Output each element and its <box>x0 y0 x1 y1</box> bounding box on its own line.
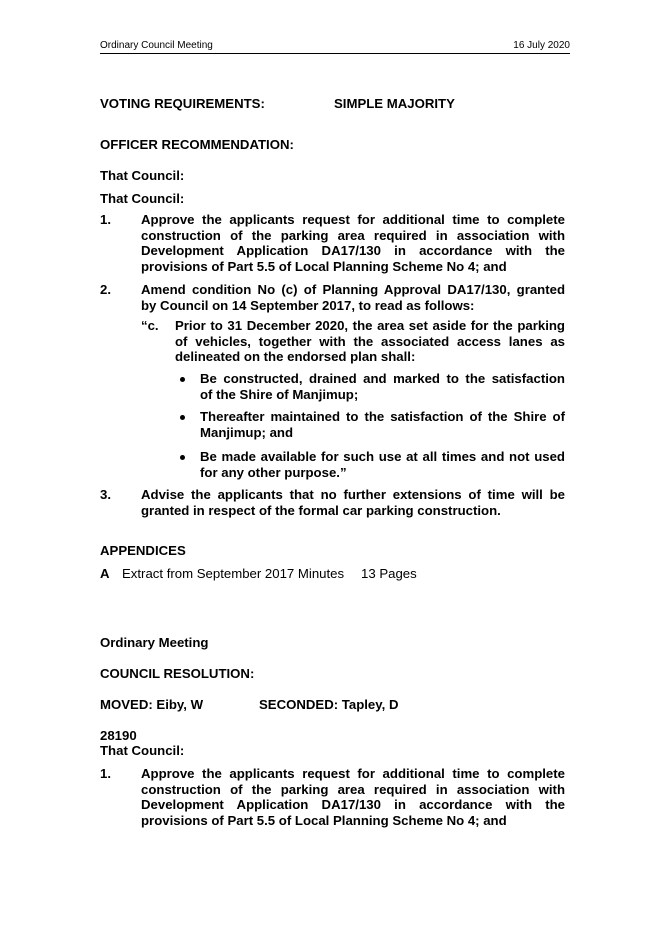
item-number: 2. <box>100 282 111 297</box>
header-meeting-title: Ordinary Council Meeting <box>100 40 213 51</box>
condition-line: delineated on the endorsed plan shall: <box>175 349 416 364</box>
meeting-type: Ordinary Meeting <box>100 635 209 650</box>
bullet-text <box>200 449 565 480</box>
bullet-line: Be made available for such use at all times and not used <box>200 449 565 464</box>
item-number: 3. <box>100 487 111 502</box>
item-line: Development Application DA17/130 in accordance with the <box>141 797 565 812</box>
appendix-pages: 13 Pages <box>361 566 417 581</box>
resolution-number: 28190 <box>100 728 137 743</box>
that-council-line: That Council: <box>100 191 185 206</box>
condition-line: Prior to 31 December 2020, the area set aside for the parking <box>175 318 565 333</box>
item-line: Approve the applicants request for additional time to complete <box>141 212 565 227</box>
item-line: granted in respect of the formal car parking construction. <box>141 502 501 518</box>
item-text <box>141 282 565 313</box>
item-text <box>141 766 565 828</box>
item-number: 1. <box>100 766 111 781</box>
bullet-line: Thereafter maintained to the satisfaction of the Shire of <box>200 409 565 424</box>
condition-line: of vehicles, together with the associated access lanes as <box>175 333 565 349</box>
item-line: Advise the applicants that no further extensions of time will be <box>141 487 565 502</box>
that-council-line: That Council: <box>100 743 185 758</box>
voting-label: VOTING REQUIREMENTS: <box>100 96 265 111</box>
appendices-heading: APPENDICES <box>100 543 186 558</box>
officer-recommendation-heading: OFFICER RECOMMENDATION: <box>100 137 294 152</box>
bullet-line: for any other purpose.” <box>200 464 347 480</box>
page-header <box>100 40 570 54</box>
bullet-icon <box>180 377 185 382</box>
item-line: by Council on 14 September 2017, to read as follows: <box>141 297 475 313</box>
item-line: provisions of Part 5.5 of Local Planning Scheme No 4; and <box>141 812 507 828</box>
bullet-icon <box>180 455 185 460</box>
bullet-line: Be constructed, drained and marked to the satisfaction <box>200 371 565 386</box>
condition-label: “c. <box>141 318 159 333</box>
bullet-line: Manjimup; and <box>200 424 294 440</box>
item-line: construction of the parking area required in association with <box>141 781 565 797</box>
item-line: construction of the parking area required in association with <box>141 227 565 243</box>
item-line: Amend condition No (c) of Planning Approval DA17/130, granted <box>141 282 565 297</box>
header-date: 16 July 2020 <box>513 40 570 51</box>
bullet-line: of the Shire of Manjimup; <box>200 386 359 402</box>
seconded-by: SECONDED: Tapley, D <box>259 697 399 712</box>
appendix-link[interactable]: Extract from September 2017 Minutes <box>122 566 345 581</box>
item-line: Development Application DA17/130 in accordance with the <box>141 243 565 258</box>
item-text <box>141 212 565 274</box>
bullet-text <box>200 409 565 440</box>
bullet-icon <box>180 415 185 420</box>
item-text <box>141 487 565 518</box>
item-number: 1. <box>100 212 111 227</box>
item-line: Approve the applicants request for additional time to complete <box>141 766 565 781</box>
that-council-line: That Council: <box>100 168 185 183</box>
appendix-letter: A <box>100 566 110 581</box>
condition-text <box>175 318 565 365</box>
item-line: provisions of Part 5.5 of Local Planning Scheme No 4; and <box>141 258 507 274</box>
bullet-text <box>200 371 565 402</box>
council-resolution-heading: COUNCIL RESOLUTION: <box>100 666 255 681</box>
moved-by: MOVED: Eiby, W <box>100 697 204 712</box>
voting-value: SIMPLE MAJORITY <box>334 96 455 111</box>
